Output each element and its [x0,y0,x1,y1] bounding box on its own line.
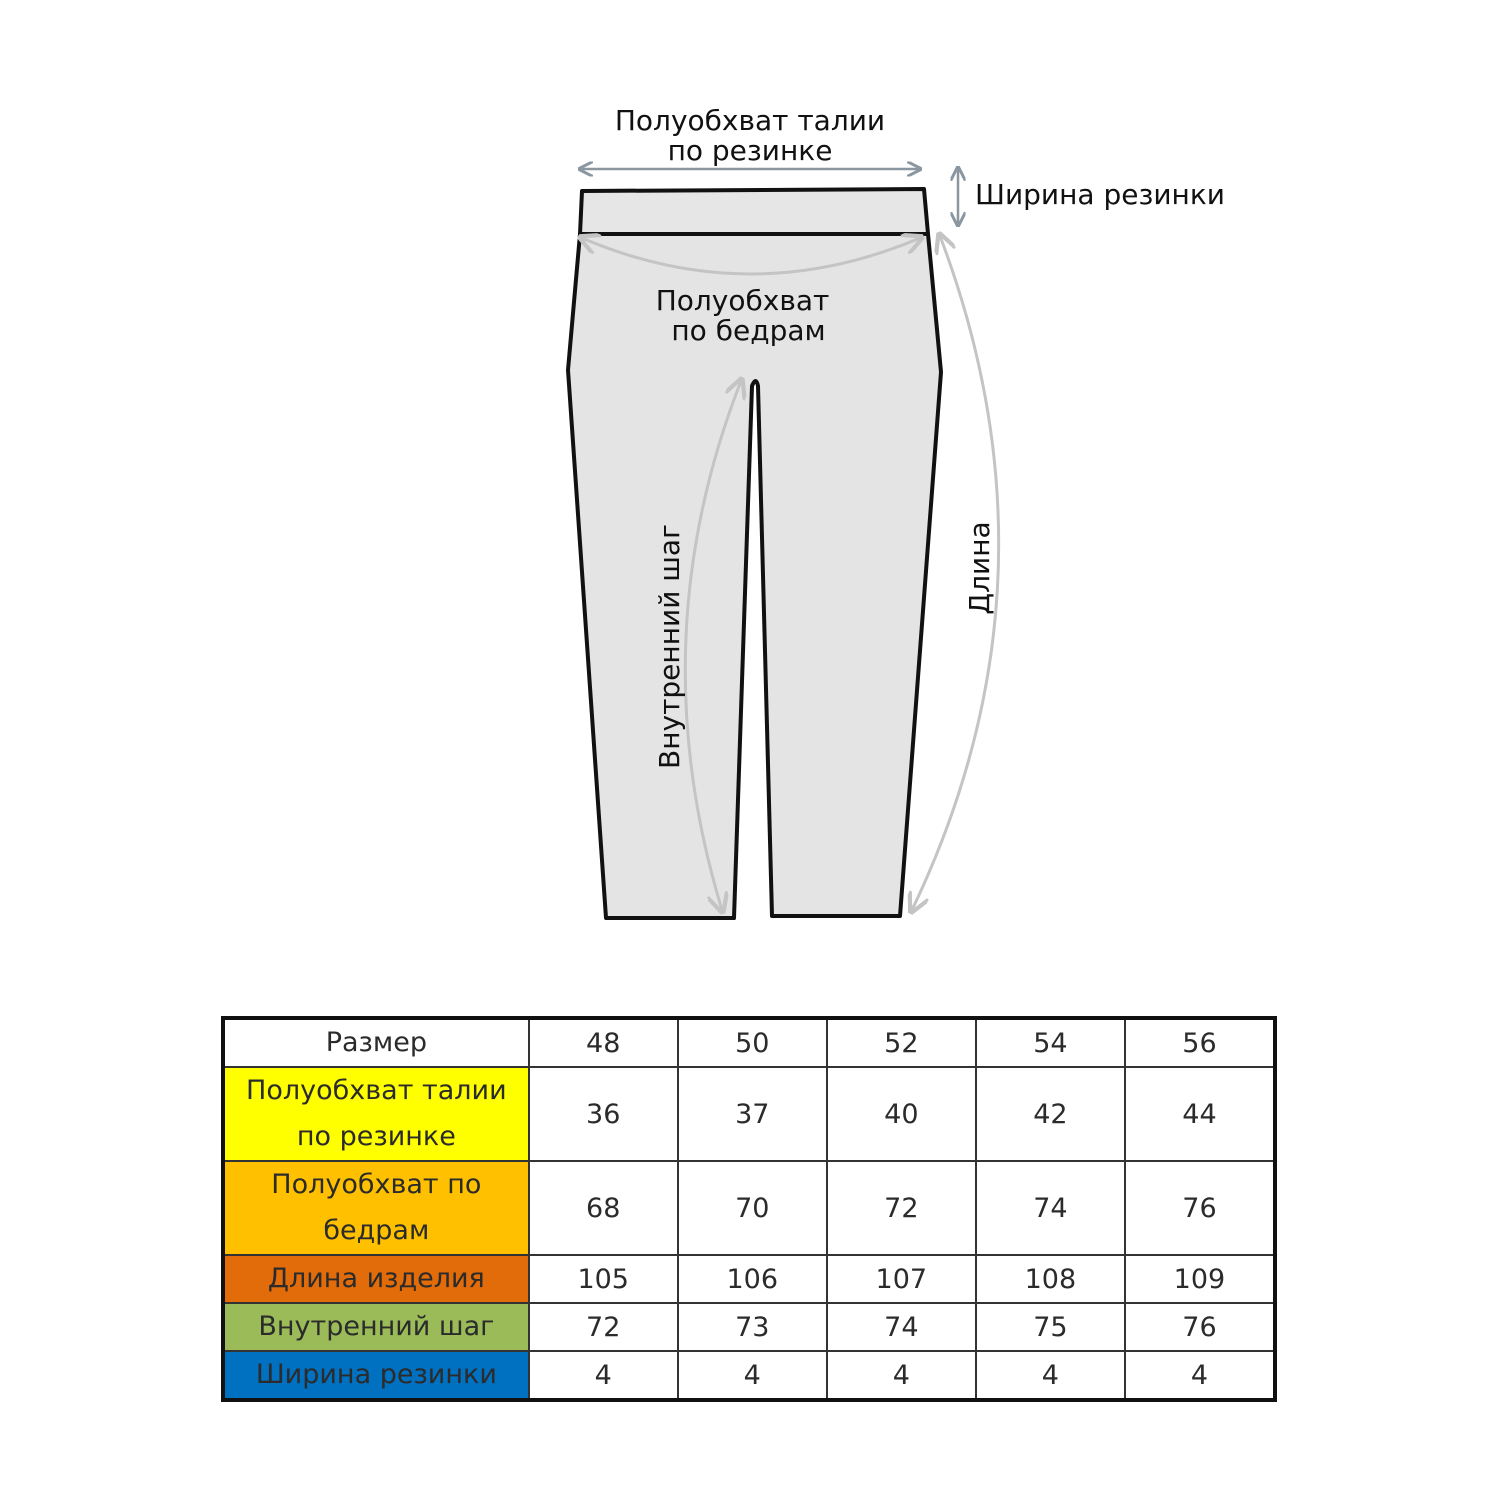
hips-label [620,286,865,346]
waist-label [600,106,900,166]
value-cell: 36 [529,1067,678,1161]
value-cell: 40 [827,1067,976,1161]
band-width-label: Ширина резинки [975,178,1225,211]
value-cell: 44 [1125,1067,1275,1161]
value-cell: 70 [678,1161,827,1255]
inseam-label: Внутренний шаг [653,524,686,769]
row-label-waist [223,1067,529,1161]
table-row-hips [223,1161,1275,1255]
size-cell: 56 [1125,1018,1275,1067]
value-cell: 42 [976,1067,1125,1161]
value-cell: 74 [976,1161,1125,1255]
waist-label-line1: Полуобхват талии [614,104,886,137]
row-label-text: бедрам [323,1215,430,1246]
value-cell: 68 [529,1161,678,1255]
waistband [580,189,928,234]
value-cell: 74 [827,1303,976,1351]
value-cell: 4 [827,1351,976,1400]
size-cell: 54 [976,1018,1125,1067]
value-cell: 76 [1125,1161,1275,1255]
value-cell: 75 [976,1303,1125,1351]
value-cell: 4 [1125,1351,1275,1400]
length-label: Длина [963,521,996,615]
row-label-text: Полуобхват талии [246,1075,507,1106]
size-cell: 48 [529,1018,678,1067]
row-label-text: Полуобхват по [271,1169,482,1200]
row-label-inseam: Внутренний шаг [223,1303,529,1351]
value-cell: 4 [976,1351,1125,1400]
value-cell: 4 [529,1351,678,1400]
value-cell: 105 [529,1255,678,1303]
table-row-inseam [223,1303,1275,1351]
row-label-size: Размер [223,1018,529,1067]
value-cell: 107 [827,1255,976,1303]
value-cell: 72 [529,1303,678,1351]
table-row-size [223,1018,1275,1067]
waist-label-line2: по резинке [667,134,833,167]
row-label-band-width: Ширина резинки [223,1351,529,1400]
value-cell: 76 [1125,1303,1275,1351]
hips-label-line1: Полуобхват [655,284,830,317]
value-cell: 109 [1125,1255,1275,1303]
value-cell: 73 [678,1303,827,1351]
value-cell: 108 [976,1255,1125,1303]
table-row-band-width [223,1351,1275,1400]
hips-label-line2: по бедрам [671,314,826,347]
row-label-hips [223,1161,529,1255]
size-cell: 52 [827,1018,976,1067]
value-cell: 4 [678,1351,827,1400]
row-label-text: по резинке [296,1121,456,1152]
row-label-length: Длина изделия [223,1255,529,1303]
size-cell: 50 [678,1018,827,1067]
value-cell: 37 [678,1067,827,1161]
size-table [221,1016,1277,1402]
value-cell: 72 [827,1161,976,1255]
table-row-length [223,1255,1275,1303]
table-row-waist [223,1067,1275,1161]
value-cell: 106 [678,1255,827,1303]
